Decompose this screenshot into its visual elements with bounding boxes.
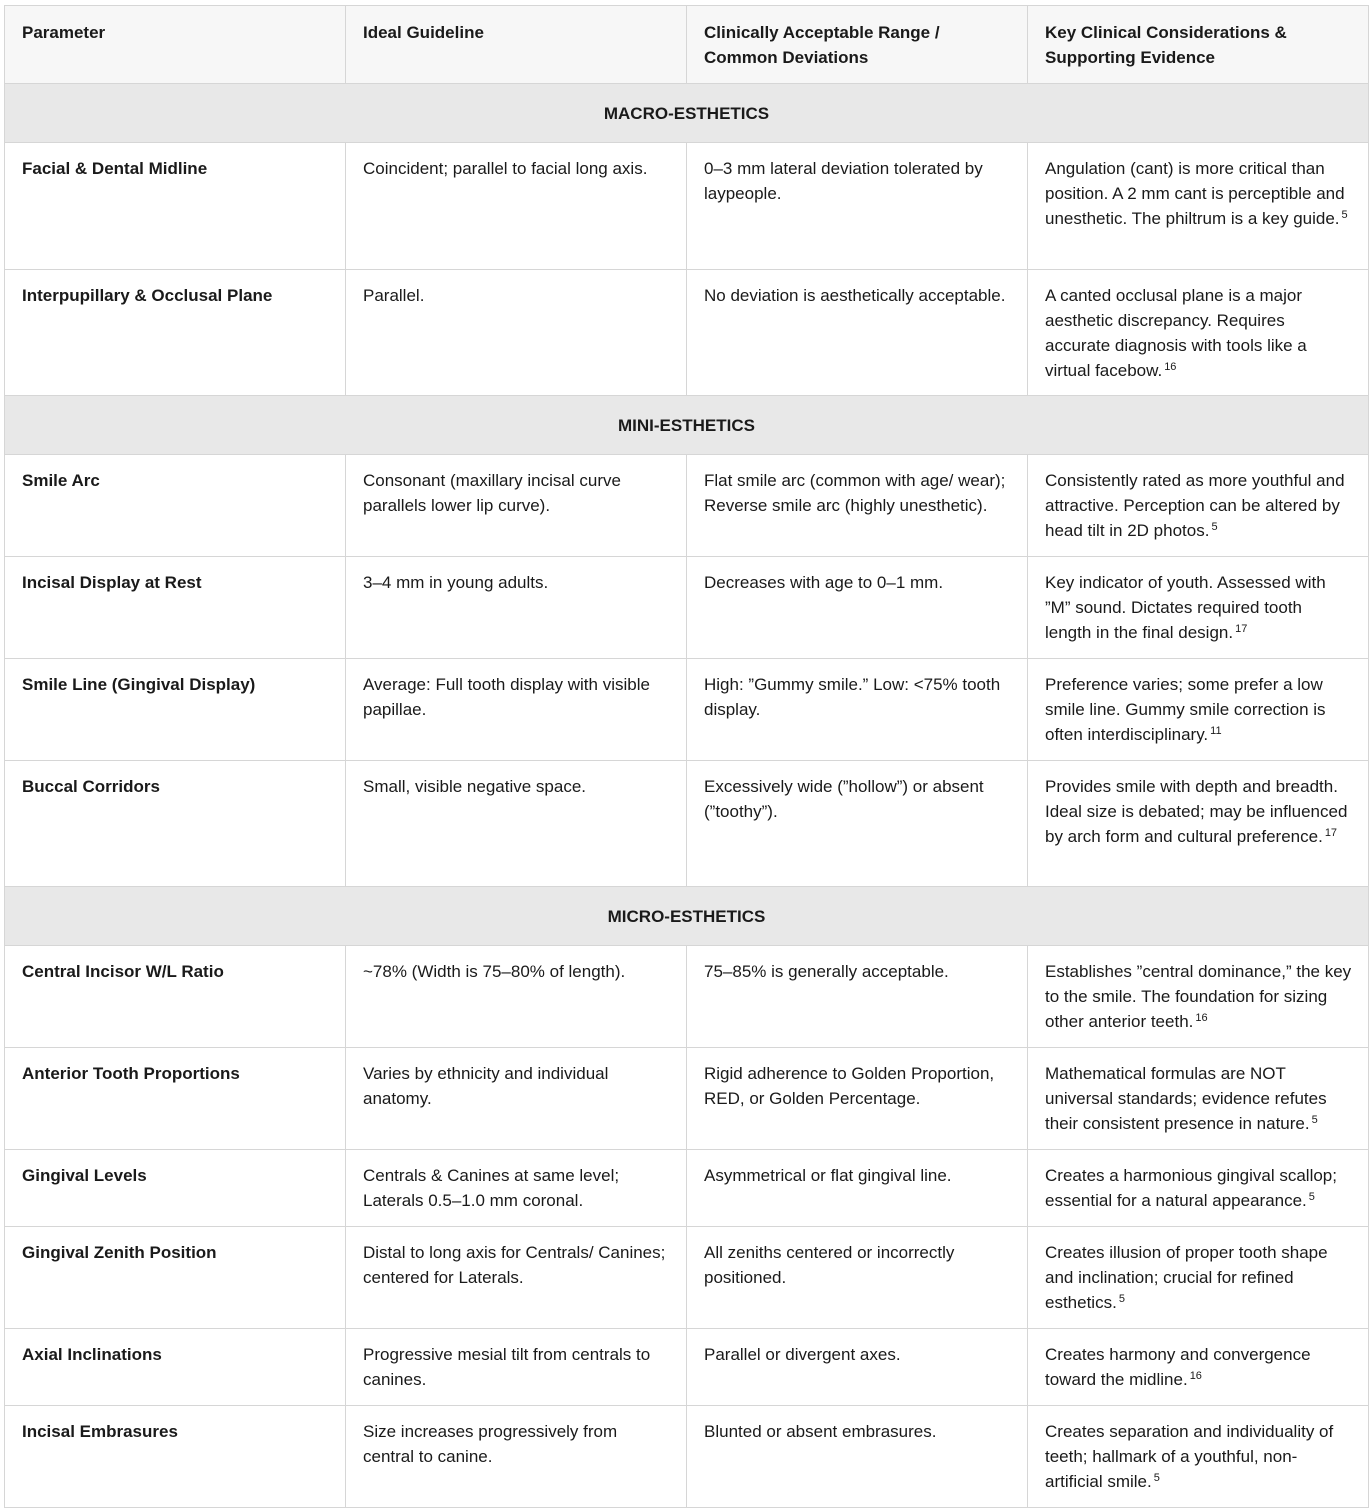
cell-range: No deviation is aesthetically acceptable. [687, 270, 1028, 396]
cell-parameter: Axial Inclinations [5, 1329, 346, 1406]
reference-number: 5 [1308, 1191, 1315, 1203]
cell-considerations [1028, 1227, 1369, 1329]
considerations-text: Creates separation and individuality of teeth; hallmark of a youthful, non-artificial smile. [1045, 1422, 1334, 1491]
cell-parameter: Gingival Zenith Position [5, 1227, 346, 1329]
cell-ideal: Distal to long axis for Centrals/ Canines; centered for Laterals. [346, 1227, 687, 1329]
cell-considerations [1028, 557, 1369, 659]
table-row [5, 1048, 1369, 1150]
cell-ideal: Size increases progressively from central to canine. [346, 1406, 687, 1508]
considerations-text: Mathematical formulas are NOT universal standards; evidence refutes their consistent presence in nature. [1045, 1064, 1327, 1133]
cell-considerations [1028, 270, 1369, 396]
cell-range: High: ”Gummy smile.” Low: <75% tooth display. [687, 659, 1028, 761]
cell-parameter: Incisal Embrasures [5, 1406, 346, 1508]
cell-parameter: Smile Line (Gingival Display) [5, 659, 346, 761]
cell-ideal: Varies by ethnicity and individual anatomy. [346, 1048, 687, 1150]
table-row [5, 761, 1369, 887]
cell-considerations [1028, 143, 1369, 270]
cell-range: All zeniths centered or incorrectly positioned. [687, 1227, 1028, 1329]
considerations-text: Creates a harmonious gingival scallop; essential for a natural appearance. [1045, 1166, 1337, 1210]
cell-ideal: 3–4 mm in young adults. [346, 557, 687, 659]
reference-number: 16 [1164, 361, 1177, 373]
cell-ideal: Coincident; parallel to facial long axis. [346, 143, 687, 270]
reference-number: 5 [1341, 209, 1348, 221]
considerations-text: Key indicator of youth. Assessed with ”M” sound. Dictates required tooth length in the final design. [1045, 573, 1326, 642]
cell-considerations [1028, 1048, 1369, 1150]
cell-ideal: Average: Full tooth display with visible papillae. [346, 659, 687, 761]
header-range: Clinically Acceptable Range / Common Deviations [687, 6, 1028, 84]
table-row [5, 1150, 1369, 1227]
cell-parameter: Incisal Display at Rest [5, 557, 346, 659]
considerations-text: A canted occlusal plane is a major aesthetic discrepancy. Requires accurate diagnosis with tools like a virtual facebow. [1045, 286, 1307, 380]
cell-range: Decreases with age to 0–1 mm. [687, 557, 1028, 659]
considerations-text: Provides smile with depth and breadth. Ideal size is debated; may be influenced by arch form and cultural preference. [1045, 777, 1348, 846]
cell-parameter: Facial & Dental Midline [5, 143, 346, 270]
esthetics-table [4, 5, 1369, 1508]
reference-number: 5 [1211, 521, 1218, 533]
reference-number: 17 [1324, 827, 1338, 839]
considerations-text: Consistently rated as more youthful and attractive. Perception can be altered by head tilt in 2D photos. [1045, 471, 1345, 540]
cell-range: Excessively wide (”hollow”) or absent (”toothy”). [687, 761, 1028, 887]
section-row [5, 396, 1369, 455]
considerations-text: Establishes ”central dominance,” the key to the smile. The foundation for sizing other anterior teeth. [1045, 962, 1352, 1031]
table-row [5, 659, 1369, 761]
table-row [5, 1406, 1369, 1508]
cell-range: Parallel or divergent axes. [687, 1329, 1028, 1406]
considerations-text: Preference varies; some prefer a low smile line. Gummy smile correction is often interdisciplinary. [1045, 675, 1326, 744]
table-row [5, 1329, 1369, 1406]
cell-parameter: Buccal Corridors [5, 761, 346, 887]
reference-number: 5 [1118, 1293, 1125, 1305]
cell-considerations [1028, 946, 1369, 1048]
section-title: MICRO-ESTHETICS [5, 887, 1369, 946]
table-row [5, 270, 1369, 396]
header-considerations: Key Clinical Considerations & Supporting Evidence [1028, 6, 1369, 84]
reference-number: 16 [1195, 1012, 1208, 1024]
reference-number: 11 [1210, 725, 1222, 737]
cell-range: Rigid adherence to Golden Proportion, RED, or Golden Percentage. [687, 1048, 1028, 1150]
table-row [5, 1227, 1369, 1329]
cell-ideal: Progressive mesial tilt from centrals to canines. [346, 1329, 687, 1406]
cell-range: Blunted or absent embrasures. [687, 1406, 1028, 1508]
section-row [5, 887, 1369, 946]
considerations-text: Creates harmony and convergence toward the midline. [1045, 1345, 1311, 1389]
table-row [5, 143, 1369, 270]
cell-parameter: Interpupillary & Occlusal Plane [5, 270, 346, 396]
reference-number: 17 [1235, 623, 1248, 635]
table-row [5, 455, 1369, 557]
section-title: MACRO-ESTHETICS [5, 84, 1369, 143]
cell-parameter: Central Incisor W/L Ratio [5, 946, 346, 1048]
cell-ideal: Centrals & Canines at same level; Laterals 0.5–1.0 mm coronal. [346, 1150, 687, 1227]
section-row [5, 84, 1369, 143]
cell-range: 75–85% is generally acceptable. [687, 946, 1028, 1048]
reference-number: 5 [1311, 1114, 1318, 1126]
reference-number: 16 [1189, 1370, 1202, 1382]
cell-ideal: Parallel. [346, 270, 687, 396]
cell-considerations [1028, 761, 1369, 887]
cell-parameter: Anterior Tooth Proportions [5, 1048, 346, 1150]
header-parameter: Parameter [5, 6, 346, 84]
cell-considerations [1028, 1329, 1369, 1406]
header-ideal: Ideal Guideline [346, 6, 687, 84]
cell-parameter: Gingival Levels [5, 1150, 346, 1227]
cell-ideal: Consonant (maxillary incisal curve parallels lower lip curve). [346, 455, 687, 557]
table-row [5, 946, 1369, 1048]
table-row [5, 557, 1369, 659]
cell-considerations [1028, 659, 1369, 761]
cell-range: Asymmetrical or flat gingival line. [687, 1150, 1028, 1227]
cell-ideal: Small, visible negative space. [346, 761, 687, 887]
cell-ideal: ~78% (Width is 75–80% of length). [346, 946, 687, 1048]
header-row [5, 6, 1369, 84]
cell-considerations [1028, 1406, 1369, 1508]
cell-range: Flat smile arc (common with age/ wear); Reverse smile arc (highly unesthetic). [687, 455, 1028, 557]
considerations-text: Angulation (cant) is more critical than position. A 2 mm cant is perceptible and unesthetic. The philtrum is a key guide. [1045, 159, 1345, 228]
cell-range: 0–3 mm lateral deviation tolerated by laypeople. [687, 143, 1028, 270]
cell-considerations [1028, 455, 1369, 557]
section-title: MINI-ESTHETICS [5, 396, 1369, 455]
considerations-text: Creates illusion of proper tooth shape and inclination; crucial for refined esthetics. [1045, 1243, 1328, 1312]
reference-number: 5 [1153, 1472, 1160, 1484]
cell-parameter: Smile Arc [5, 455, 346, 557]
cell-considerations [1028, 1150, 1369, 1227]
